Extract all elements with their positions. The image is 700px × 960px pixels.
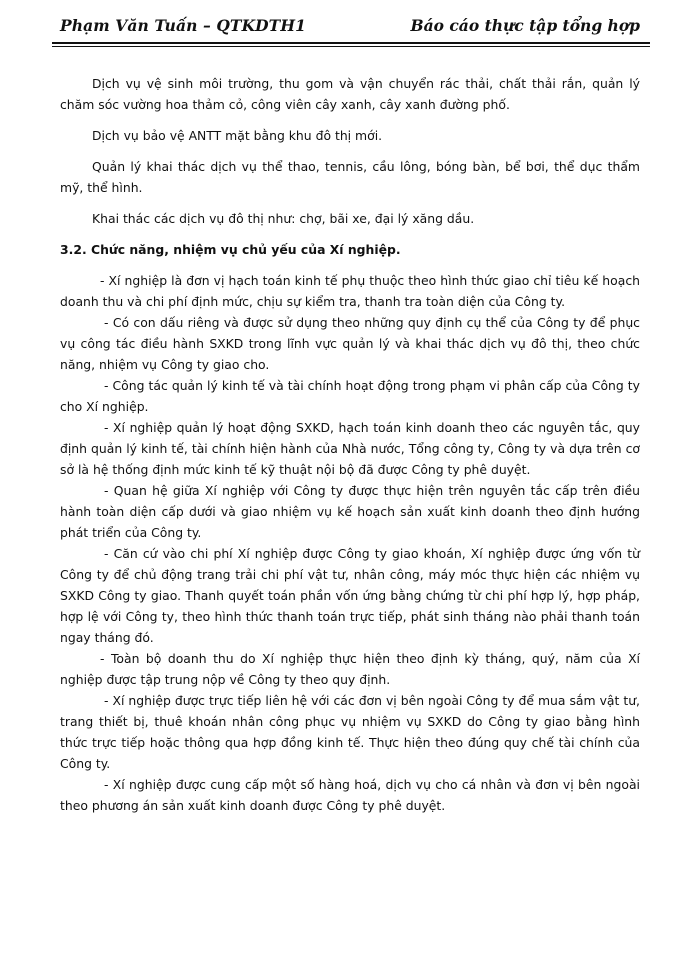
duty-item: - Có con dấu riêng và được sử dụng theo những quy định cụ thể của Công ty để phục vụ công tác điều hành SXKD trong lĩnh vực quản lý và khai thác dịch vụ đô thị, theo chức năng, nhiệm vụ Công ty giao cho. <box>60 315 640 372</box>
duty-item: - Toàn bộ doanh thu do Xí nghiệp thực hiện theo định kỳ tháng, quý, năm của Xí nghiệp được tập trung nộp về Công ty theo quy định. <box>60 651 640 687</box>
header-author: Phạm Văn Tuấn – QTKDTH1 <box>60 16 306 35</box>
header-report-title: Báo cáo thực tập tổng hợp <box>410 16 640 35</box>
section-heading: 3.2. Chức năng, nhiệm vụ chủ yếu của Xí nghiệp. <box>60 242 401 257</box>
duty-item: - Căn cứ vào chi phí Xí nghiệp được Công ty giao khoán, Xí nghiệp được ứng vốn từ Công ty để chủ động trang trải chi phí vật tư, nhân công, máy móc thực hiện các nhiệm vụ SXKD Công ty giao. Thanh quyết toán phần vốn ứng bằng chứng từ chi phí hợp lý, hợp pháp, hợp lệ với Công ty, theo hình thức thanh toán trực tiếp, phát sinh tháng nào phải thanh toán ngay tháng đó. <box>60 546 640 645</box>
intro-paragraph: Dịch vụ vệ sinh môi trường, thu gom và vận chuyển rác thải, chất thải rắn, quản lý chăm sóc vường hoa thảm cỏ, công viên cây xanh, cây xanh đường phố. <box>60 76 640 112</box>
intro-paragraph: Dịch vụ bảo vệ ANTT mặt bằng khu đô thị mới. <box>92 128 383 143</box>
intro-paragraph: Quản lý khai thác dịch vụ thể thao, tennis, cầu lông, bóng bàn, bể bơi, thể dục thẩm mỹ, thể hình. <box>60 159 640 195</box>
header-rule <box>52 42 650 44</box>
page-body <box>60 73 640 816</box>
duty-item: - Công tác quản lý kinh tế và tài chính hoạt động trong phạm vi phân cấp của Công ty cho Xí nghiệp. <box>60 378 640 414</box>
duty-item: - Xí nghiệp là đơn vị hạch toán kinh tế phụ thuộc theo hình thức giao chỉ tiêu kế hoạch doanh thu và chi phí định mức, chịu sự kiểm tra, thanh tra toàn diện của Công ty. <box>60 273 640 309</box>
duty-item: - Xí nghiệp được cung cấp một số hàng hoá, dịch vụ cho cá nhân và đơn vị bên ngoài theo phương án sản xuất kinh doanh được Công ty phê duyệt. <box>60 777 640 813</box>
duty-item: - Quan hệ giữa Xí nghiệp với Công ty được thực hiện trên nguyên tắc cấp trên điều hành toàn diện cấp dưới và giao nhiệm vụ kế hoạch sản xuất kinh doanh theo định hướng phát triển của Công ty. <box>60 483 640 540</box>
intro-paragraph: Khai thác các dịch vụ đô thị như: chợ, bãi xe, đại lý xăng dầu. <box>92 211 475 226</box>
duty-item: - Xí nghiệp quản lý hoạt động SXKD, hạch toán kinh doanh theo các nguyên tắc, quy định quản lý kinh tế, tài chính hiện hành của Nhà nước, Tổng công ty, Công ty và dựa trên cơ sở là hệ thống định mức kinh tế kỹ thuật nội bộ đã được Công ty phê duyệt. <box>60 420 640 477</box>
duty-item: - Xí nghiệp được trực tiếp liên hệ với các đơn vị bên ngoài Công ty để mua sắm vật tư, trang thiết bị, thuê khoán nhân công phục vụ nhiệm vụ SXKD do Công ty giao bằng hình thức trực tiếp hoặc thông qua hợp đồng kinh tế. Thực hiện theo đúng quy chế tài chính của Công ty. <box>60 693 640 771</box>
